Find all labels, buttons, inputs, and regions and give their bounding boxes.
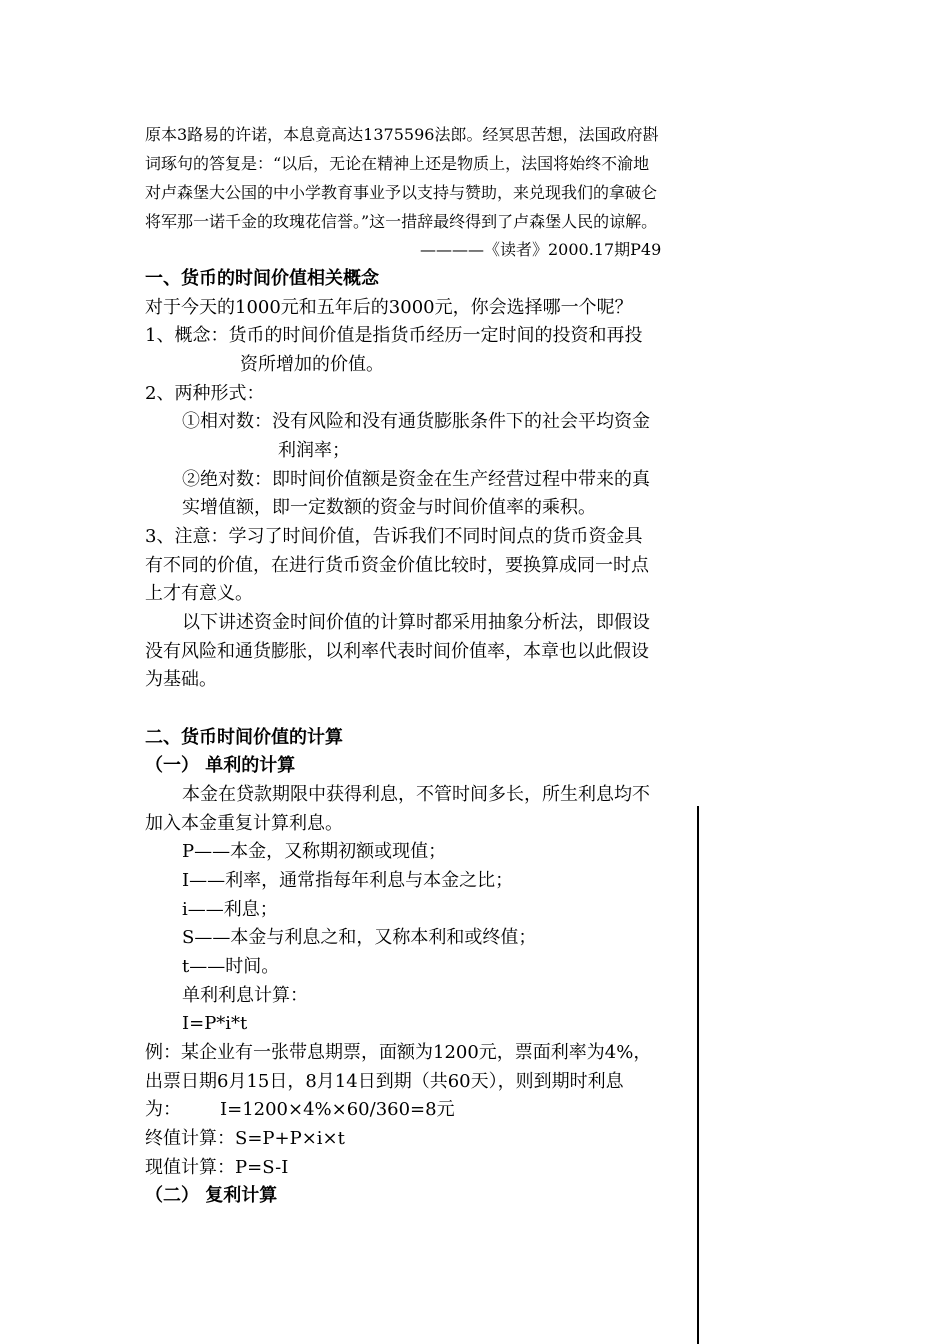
definition-time: t——时间。 xyxy=(182,956,280,977)
note-line-3: 上才有意义。 xyxy=(145,583,253,604)
concept-line-2: 资所增加的价值。 xyxy=(240,354,384,375)
definition-interest: i——利息； xyxy=(182,899,278,920)
example-line-2: 出票日期6月15日，8月14日到期（共60天），则到期时利息 xyxy=(145,1071,624,1092)
vertical-rule xyxy=(697,806,699,1344)
compound-interest-heading: （二） 复利计算 xyxy=(145,1185,278,1206)
assume-line-1: 以下讲述资金时间价值的计算时都采用抽象分析法，即假设 xyxy=(182,612,650,633)
relative-line-2: 利润率； xyxy=(278,440,350,461)
section2-heading: 二、货币时间价值的计算 xyxy=(145,727,343,748)
present-value-formula: 现值计算：P=S-I xyxy=(145,1157,289,1178)
example-line-3-label: 为： xyxy=(145,1099,181,1120)
example-line-3-formula: I=1200×4%×60/360=8元 xyxy=(220,1099,455,1120)
final-value-formula: 终值计算：S=P+P×i×t xyxy=(145,1128,345,1149)
definition-p: P——本金，又称期初额或现值； xyxy=(182,841,447,862)
absolute-line-1: ②绝对数：即时间价值额是资金在生产经营过程中带来的真 xyxy=(182,469,650,490)
story-line-3: 对卢森堡大公国的中小学教育事业予以支持与赞助，来兑现我们的拿破仑 xyxy=(145,183,658,202)
simple-interest-heading: （一） 单利的计算 xyxy=(145,755,296,776)
simple-desc-line-2: 加入本金重复计算利息。 xyxy=(145,813,343,834)
formula: I=P*i*t xyxy=(182,1013,248,1034)
concept-line-1: 1、概念：货币的时间价值是指货币经历一定时间的投资和再投 xyxy=(145,325,643,346)
story-line-1: 原本3路易的许诺，本息竟高达1375596法郎。经冥思苦想，法国政府斟 xyxy=(145,125,659,144)
relative-line-1: ①相对数：没有风险和没有通货膨胀条件下的社会平均资金 xyxy=(182,411,650,432)
story-source: ————《读者》2000.17期P49 xyxy=(420,240,662,259)
example-line-1: 例：某企业有一张带息期票，面额为1200元，票面利率为4%， xyxy=(145,1042,652,1063)
definition-rate: I——利率，通常指每年利息与本金之比； xyxy=(182,870,514,891)
section1-question: 对于今天的1000元和五年后的3000元，你会选择哪一个呢？ xyxy=(145,297,633,318)
assume-line-3: 为基础。 xyxy=(145,669,217,690)
note-line-1: 3、注意：学习了时间价值，告诉我们不同时间点的货币资金具 xyxy=(145,526,643,547)
absolute-line-2: 实增值额，即一定数额的资金与时间价值率的乘积。 xyxy=(182,497,596,518)
simple-desc-line-1: 本金在贷款期限中获得利息，不管时间多长，所生利息均不 xyxy=(182,784,650,805)
story-line-2: 词琢句的答复是：“以后，无论在精神上还是物质上，法国将始终不渝地 xyxy=(145,154,650,173)
forms-title: 2、两种形式： xyxy=(145,383,265,404)
formula-title: 单利利息计算： xyxy=(182,985,308,1006)
section1-heading: 一、货币的时间价值相关概念 xyxy=(145,268,379,289)
definition-sum: S——本金与利息之和，又称本利和或终值； xyxy=(182,927,537,948)
assume-line-2: 没有风险和通货膨胀，以利率代表时间价值率，本章也以此假设 xyxy=(145,641,649,662)
note-line-2: 有不同的价值，在进行货币资金价值比较时，要换算成同一时点 xyxy=(145,555,649,576)
story-line-4: 将军那一诺千金的玫瑰花信誉。”这一措辞最终得到了卢森堡人民的谅解。 xyxy=(145,212,658,231)
